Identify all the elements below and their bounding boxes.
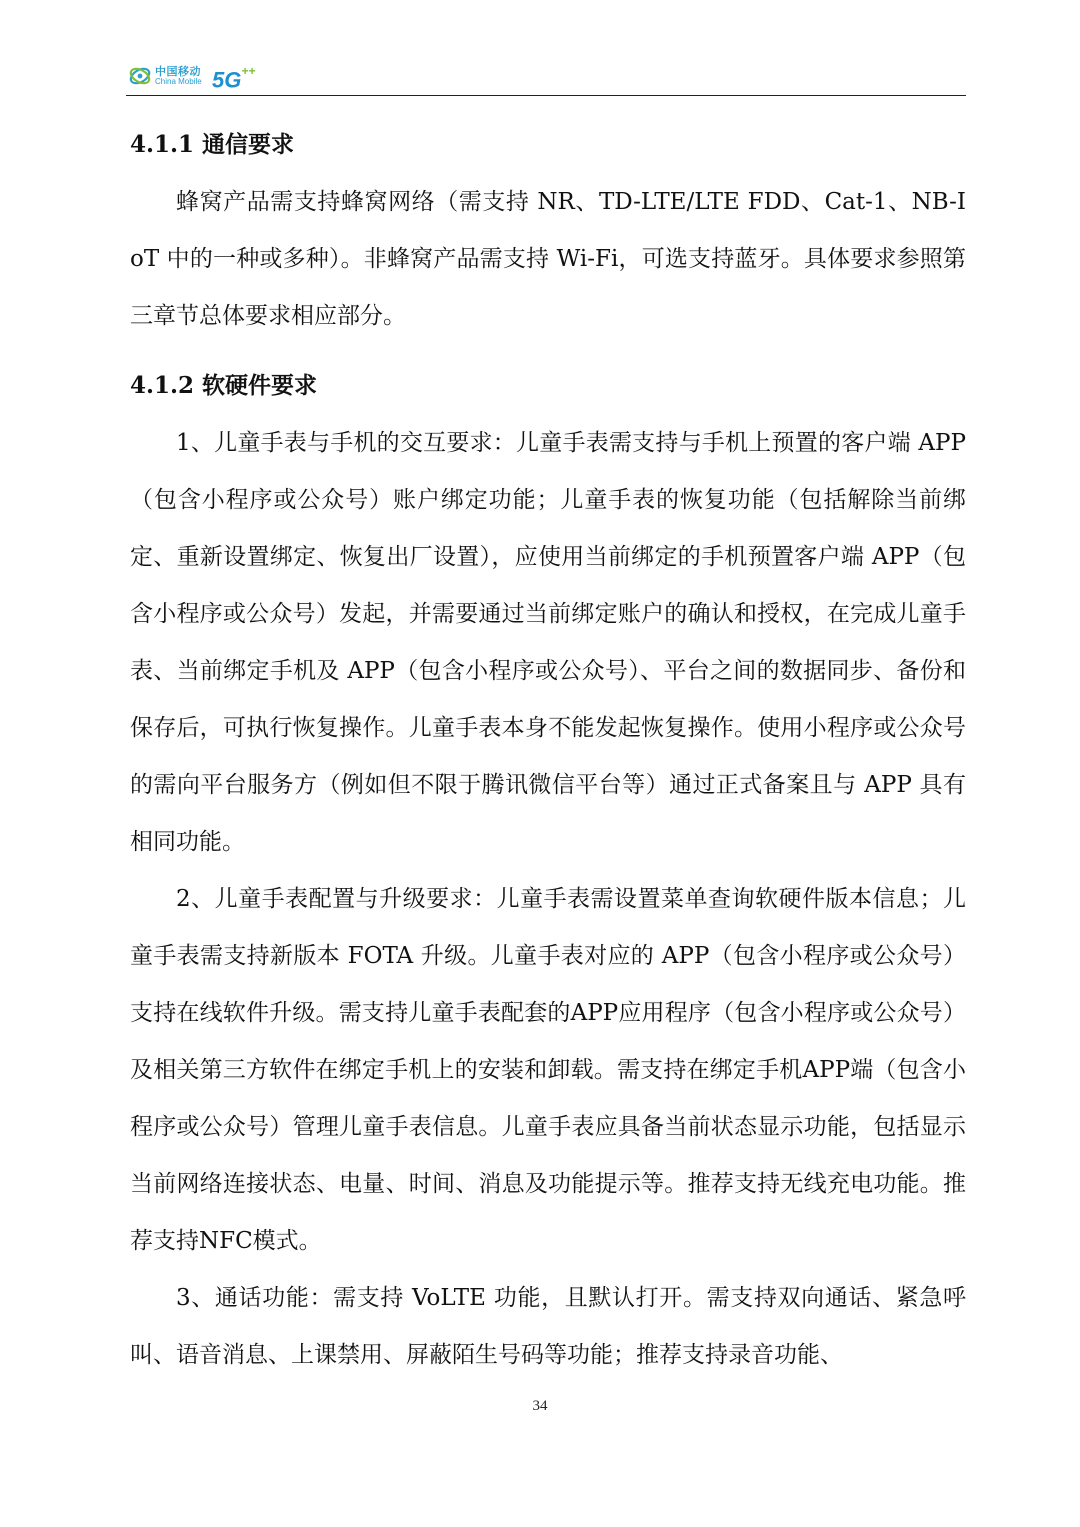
paragraph-config-upgrade: 2、儿童手表配置与升级要求：儿童手表需设置菜单查询软硬件版本信息；儿童手表需支持新版本 FOTA 升级。儿童手表对应的 APP（包含小程序或公众号）支持在线软件升级。需支持儿童手表配套的APP应用程序（包含小程序或公众号）及相关第三方软件在绑定手机上的安装和卸载。需支持在绑定手机APP端（包含小程序或公众号）管理儿童手表信息。儿童手表应具备当前状态显示功能，包括显示当前网络连接状态、电量、时间、消息及功能提示等。推荐支持无线充电功能。推荐支持NFC模式。 <box>130 886 966 1254</box>
document-body <box>130 116 966 1384</box>
logo-5g-mark <box>212 62 255 93</box>
paragraph-call-function: 3、通话功能：需支持 VoLTE 功能，且默认打开。需支持双向通话、紧急呼叫、语音消息、上课禁用、屏蔽陌生号码等功能；推荐支持录音功能、 <box>130 1285 966 1368</box>
section-heading-hardware-software: 4.1.2 软硬件要求 <box>130 372 318 399</box>
paragraph-interaction-requirements: 1、儿童手表与手机的交互要求：儿童手表需支持与手机上预置的客户端 APP（包含小程序或公众号）账户绑定功能；儿童手表的恢复功能（包括解除当前绑定、重新设置绑定、恢复出厂设置），应使用当前绑定的手机预置客户端 APP（包含小程序或公众号）发起，并需要通过当前绑定账户的确认和授权，在完成儿童手表、当前绑定手机及 APP（包含小程序或公众号）、平台之间的数据同步、备份和保存后，可执行恢复操作。儿童手表本身不能发起恢复操作。使用小程序或公众号的需向平台服务方（例如但不限于腾讯微信平台等）通过正式备案且与 APP 具有相同功能。 <box>130 430 966 855</box>
page-number: 34 <box>532 1398 548 1414</box>
logo-chinese-name: 中国移动 <box>155 65 201 78</box>
china-mobile-logo-icon <box>128 64 152 88</box>
section-heading-communication: 4.1.1 通信要求 <box>130 131 295 158</box>
logo-english-name: China Mobile <box>155 77 202 86</box>
page-header <box>128 62 966 96</box>
logo-5g-text: 5G <box>212 67 242 93</box>
logo-5g-plus: ++ <box>241 64 256 78</box>
paragraph-communication: 蜂窝产品需支持蜂窝网络（需支持 NR、TD-LTE/LTE FDD、Cat-1、NB-IoT 中的一种或多种）。非蜂窝产品需支持 Wi-Fi，可选支持蓝牙。具体要求参照第三章节总体要求相应部分。 <box>130 189 966 329</box>
header-divider <box>126 95 966 96</box>
